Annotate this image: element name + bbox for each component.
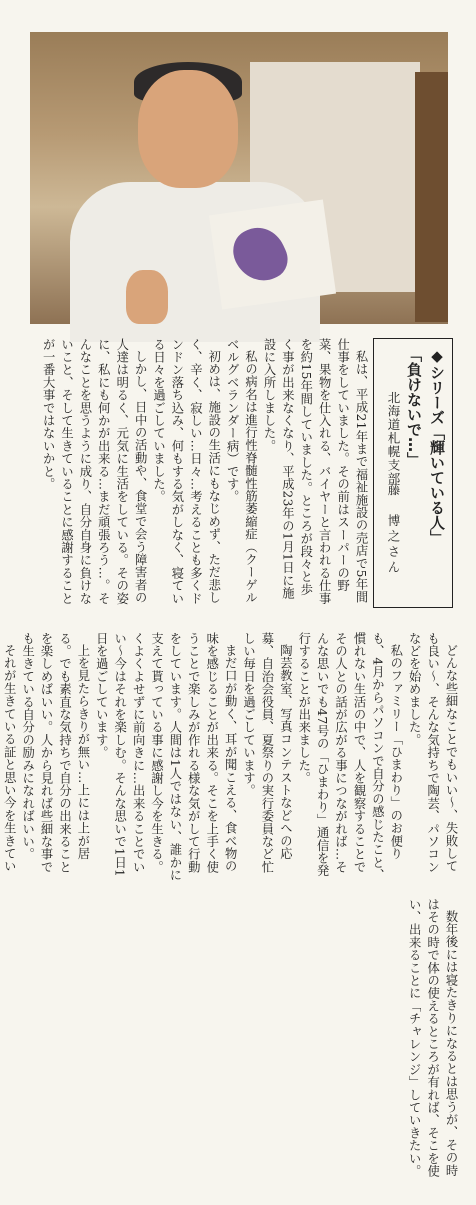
paragraph: 私は、平成21年まで福祉施設の売店で5年間仕事をしていました。その前はスーパーの野菜、果物を仕入れる、バイヤーと言われる仕事を約15年間していました。ところが段々と歩く事が出来なくなり、平成23年の1月1日に施設に入所しました。 (261, 338, 368, 605)
author-name: 藤 博之さん (386, 483, 401, 576)
paragraph: しかし、日中の活動や、食堂で会う障害者の人達は明るく、元気に生活をしている。その姿に、私にも何かが出来る…まだ頑張ろう…。そんなことを思うように成り、自分自身に負けないこと、そして生きていることに感謝することが一番大事ではないかと。 (41, 338, 148, 605)
paragraph: 私のファミリー「ひまわり」のお便りも、4月からパソコンで自分の感じたこと、慣れない生活の中で、人を観察することでその人との話が広がる事につながれば…そんな思いでも47号の「ひまわり」通信を発行することが出来ました。 (296, 632, 403, 882)
article-text-block-3 (14, 898, 460, 1188)
article-text-block-2 (2, 632, 460, 882)
person-face (138, 70, 238, 188)
paragraph: 陶芸教室、写真コンテストなどへの応募、自治会役員、夏祭りの実行委員など忙しい毎日を過ごしています。 (241, 632, 293, 874)
paragraph: どんな些細なことでもいい～、失敗しても良い～、そんな気持ちで陶芸、パソコンなどを始めました。 (407, 632, 458, 874)
photo-shelf (415, 72, 448, 322)
peace-sign-hand (126, 270, 168, 324)
paragraph: まだ口が動く、耳が聞こえる、食べ物の味を感じることが出来る。そこを上手く使うことで楽しみが作れる様な気がして行動をしています。人間は1人ではない、誰かに支えて貰っている事に感謝し今を生きる。くよくよせずに前向きに…出来ることでいい～今はそれを楽しむ。そんな思いで1日1日を過ごしています。 (94, 632, 238, 882)
paragraph: それが生きている証と思い今を生きてい (2, 644, 17, 873)
article-title-box (373, 338, 453, 608)
series-title: ◆シリーズ「輝いている人」 (428, 347, 446, 545)
paragraph: 数年後には寝たきりになるとは思うが、その時はその時で体の使えるところが有れば、そこを使い、出来ることに「チャレンジ」していきたい。 (407, 898, 458, 1178)
author-branch: 北海道札幌支部 (386, 391, 401, 486)
paragraph: 初めは、施設の生活にもなじめず、ただ悲しく、辛く、寂しい…日々…考えることも多くドンドン落ち込み、何もする気がしなく、寝ている日々を過ごしていました。 (151, 338, 221, 605)
paragraph: 上を見たらきりが無い…上には上が居る。でも素直な気持ちで自分の出来ることを楽しめばいい。人から見れば些細な事でも生きている自分の励みになればいい。 (20, 632, 90, 874)
article-subtitle: 「負けないで…」 (405, 347, 423, 467)
paragraph: 私の病名は進行性脊髄性筋萎縮症（クーゲルベルグベランダー病）です。 (225, 338, 258, 605)
article-text-block-1 (14, 338, 370, 606)
portrait-photo (30, 32, 448, 324)
